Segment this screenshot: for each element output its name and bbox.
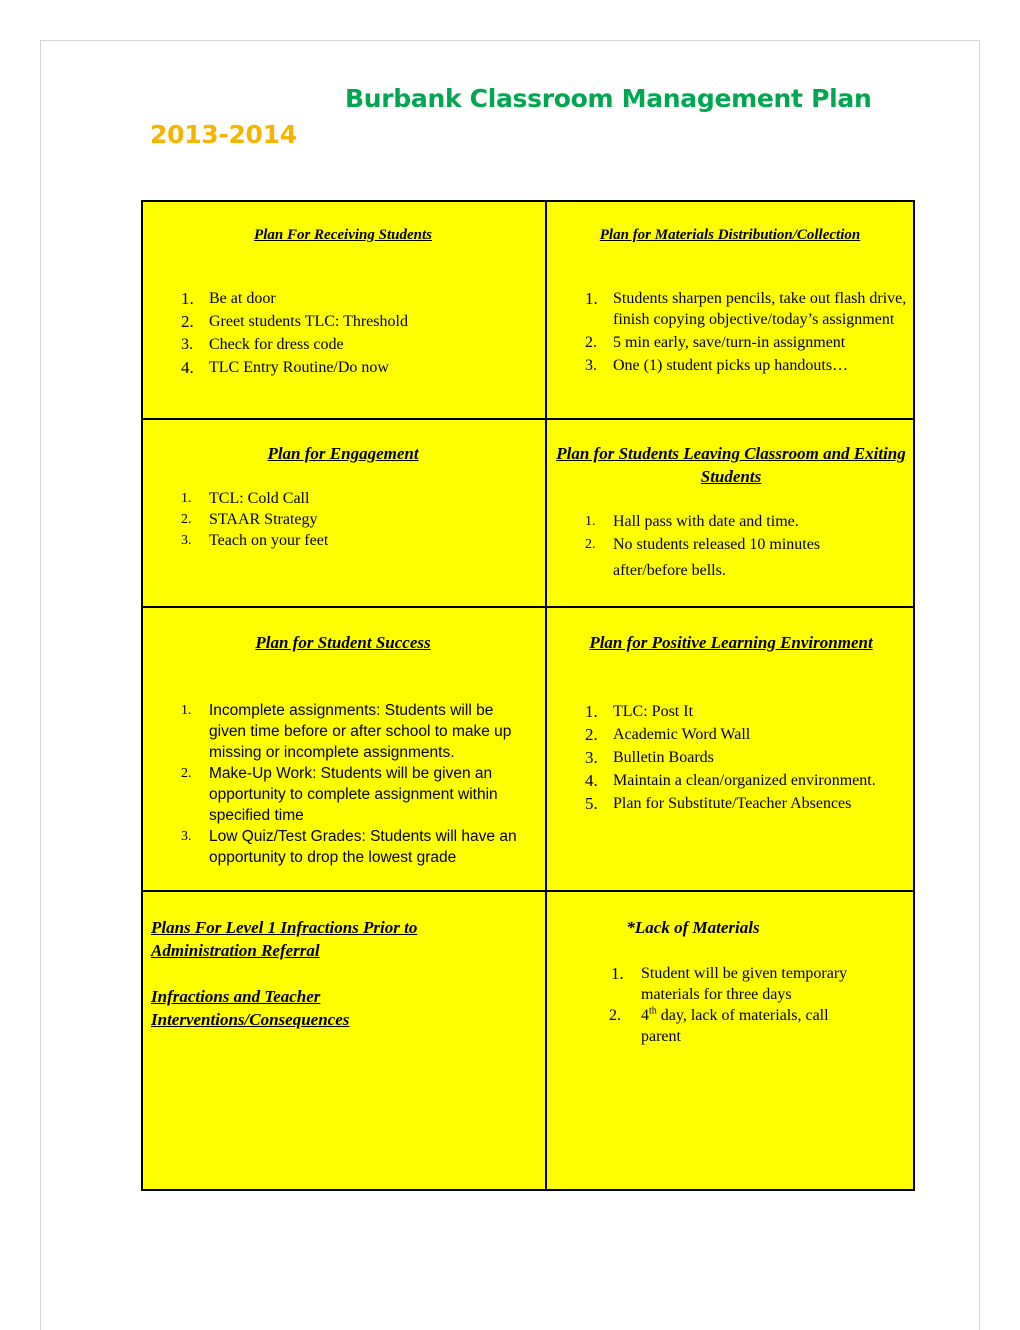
receiving-list: [181, 288, 531, 380]
list-item: 2. Make-Up Work: Students will be given an opportunity to complete assignment within specified time: [181, 765, 498, 824]
list-item: 3. Low Quiz/Test Grades: Students will have an opportunity to drop the lowest grade: [181, 828, 517, 866]
list-item: 1. Students sharpen pencils, take out flash drive, finish copying objective/today’s assignment: [585, 289, 907, 328]
environment-heading: Plan for Positive Learning Environment: [589, 633, 873, 652]
list-item: 2. Academic Word Wall: [585, 725, 751, 744]
list-item: 3. Bulletin Boards: [585, 748, 714, 767]
row-divider: [143, 418, 913, 420]
document-title: Burbank Classroom Management Plan: [345, 84, 872, 113]
leaving-heading: Plan for Students Leaving Classroom and Exiting Students: [556, 444, 906, 486]
list-item: 4. TLC Entry Routine/Do now: [181, 358, 389, 377]
list-item: 1. Student will be given temporary materials for three days: [611, 964, 848, 1003]
receiving-heading: Plan For Receiving Students: [254, 227, 432, 243]
list-item: 4. Maintain a clean/organized environment.: [585, 771, 876, 790]
list-item: 2. Greet students TLC: Threshold: [181, 312, 408, 331]
success-list: [181, 700, 533, 868]
success-heading: Plan for Student Success: [255, 633, 431, 652]
lack-materials-heading: *Lack of Materials: [626, 918, 760, 937]
school-year: 2013-2014: [150, 120, 297, 149]
materials-heading: Plan for Materials Distribution/Collection: [599, 227, 861, 243]
list-item: 1. Hall pass with date and time.: [585, 513, 799, 530]
plan-table: [141, 200, 915, 1191]
list-item: 1. Be at door: [181, 289, 276, 308]
list-item: 5. Plan for Substitute/Teacher Absences: [585, 794, 852, 813]
infractions-heading: Plans For Level 1 Infractions Prior to Administration Referral: [151, 918, 418, 960]
list-item: 3. One (1) student picks up handouts…: [585, 357, 849, 374]
list-item: 2. STAAR Strategy: [181, 511, 318, 528]
list-item: 1. Incomplete assignments: Students will be given time before or after school to make up missing or incomplete assignments.: [181, 702, 512, 761]
row-divider: [143, 606, 913, 608]
list-item: 2. No students released 10 minutes after/before bells.: [585, 536, 821, 579]
materials-list: [585, 288, 910, 376]
list-item: 3. Teach on your feet: [181, 532, 329, 549]
list-item: 1. TCL: Cold Call: [181, 490, 310, 507]
engagement-list: [181, 488, 531, 551]
engagement-heading: Plan for Engagement: [267, 444, 419, 463]
lack-materials-list: [611, 963, 891, 1047]
list-item: 2. 4th day, lack of materials, call parent: [609, 1005, 829, 1045]
interventions-heading: Infractions and Teacher Interventions/Consequences: [151, 987, 350, 1029]
list-item: 2. 5 min early, save/turn-in assignment: [585, 334, 846, 351]
row-divider: [143, 890, 913, 892]
list-item: 1. TLC: Post It: [585, 702, 694, 721]
list-item: 3. Check for dress code: [181, 336, 344, 353]
column-divider: [545, 202, 547, 1189]
leaving-list: [585, 511, 885, 584]
environment-list: [585, 701, 895, 816]
